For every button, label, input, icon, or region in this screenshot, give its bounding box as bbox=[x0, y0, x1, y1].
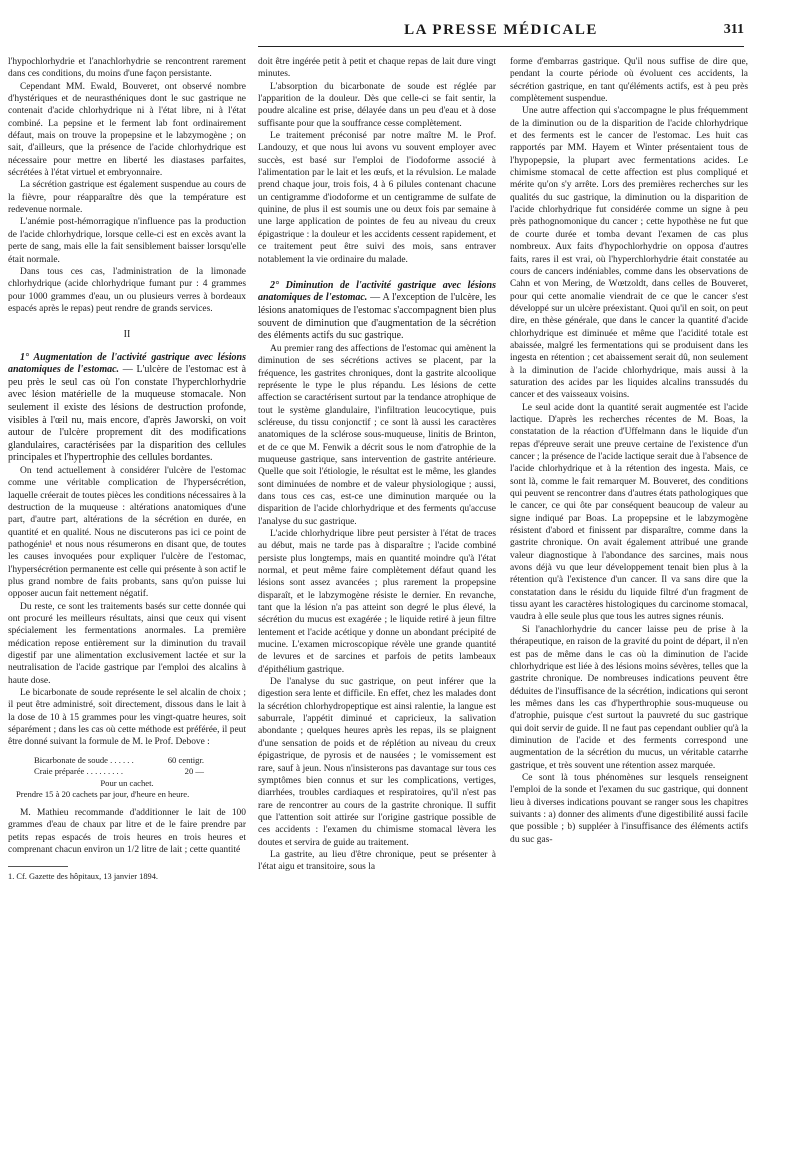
paragraph: Si l'anachlorhydrie du cancer laisse peu de prise à la thérapeutique, en raison de la gravité du point de départ, il n'en est pas de même dans le cas où la diminution de l'acide chlorhydrique est liée à des lésions moins sévères, telles que la gastrite chronique. De nombreuses indications peuvent être déduites de l'insuffisance de la sécrétion, indications qui seront les mêmes dans les cas d'hyperthrophie sous-muqueuse ou d'atrophie, puisque c'est surtout la pauvreté du suc gastrique qui doit servir de guide. Il ne faut pas cependant oublier qu'à la diminution de l'acide et des ferments correspond une augmentation de la sécrétion du mucus, un véritable catarrhe gastrique, et très souvent une rétention assez marquée. bbox=[510, 624, 748, 771]
header-rule bbox=[258, 46, 744, 47]
formula-ingredient: Bicarbonate de soude . . . . . . bbox=[34, 754, 134, 765]
formula-row bbox=[8, 766, 246, 778]
paragraph: Dans tous ces cas, l'administration de la limonade chlorhydrique (acide chlorhydrique fumant pur : 4 grammes pour 1000 grammes d'eau, un ou plusieurs verres à bordeaux espacés après le repas) peut rendre de grands services. bbox=[8, 266, 246, 314]
paragraph: doit être ingérée petit à petit et chaque repas de lait dure vingt minutes. bbox=[258, 57, 496, 80]
page-number: 311 bbox=[723, 22, 744, 37]
text-column-left bbox=[8, 56, 246, 882]
paragraph: forme d'embarras gastrique. Qu'il nous suffise de dire que, pendant la courte période où évoluent ces accidents, la sécrétion gastrique, en tant qu'éléments actifs, est à peu près complètement suspendue. bbox=[510, 57, 748, 105]
paragraph: Le seul acide dont la quantité serait augmentée est l'acide lactique. D'après les recherches récentes de M. Boas, la constatation de la réaction d'Uffelmann dans le liquide d'un repas d'épreuve serait une preuve certaine de l'existence d'un cancer ; la présence de l'acide lactique serait due à l'absence de l'acide chlorhydrique et à la rétention des ingesta. Mais, ce sont là, comme le fait remarquer M. Bouveret, des conditions qui peuvent se rencontrer dans d'autres états pathologiques que le cancer, ce qui ôte par conséquent beaucoup de valeur au signe indiqué par Boas. La propepsine et le labzymogène résistent d'abord et finissent par disparaître, comme dans la gastrite chronique. On avait également attribué une grande valeur diagnostique à l'abondance des sarcines, mais nous avons déjà vu que leur développement tenait bien plus à la rétention qu'à l'existence d'un cancer. Il va sans dire que la constatation dans le résidu du liquide filtré d'un fragment de tissu ayant les caractères histologiques du carcinome stomacal, vaudra à elle seule plus que tous les autres signes réunis. bbox=[510, 402, 748, 623]
formula-quantity: 20 — bbox=[184, 766, 204, 777]
paragraph: M. Mathieu recommande d'additionner le lait de 100 grammes d'eau de chaux par litre et de le faire prendre par petits repas espacés de trois heures en trois heures et comprenant chacun environ un 1/2 litre de lait ; cette quantité bbox=[8, 807, 246, 855]
section-heading-label: 2° Diminution de l'activité gastrique avec lésions anatomiques de l'estomac. bbox=[258, 279, 496, 304]
formula-row bbox=[8, 755, 246, 767]
section-number: II bbox=[123, 329, 131, 341]
prescription-formula bbox=[8, 755, 246, 801]
paragraph: Cependant MM. Ewald, Bouveret, ont observé nombre d'hystériques et de neurasthéniques dont le suc gastrique ne contenait d'acide chlorhydrique ni à l'état libre, ni à l'état combiné. La pepsine et le ferment lab font ordinairement défaut, mais on trouve la propepsine et le labzymogène ; on sait, d'ailleurs, que la présence de l'acide chlorhydrique est nécessaire pour mettre en liberté les diastases parfaites, sécrétées à l'état virtuel et embryonnaire. bbox=[8, 81, 246, 179]
paragraph: L'absorption du bicarbonate de soude est réglée par l'apparition de la douleur. Dès que celle-ci se fait sentir, la poudre alcaline est prise, délayée dans un peu d'eau et à dose suffisante pour que la souffrance cesse complètement. bbox=[258, 81, 496, 129]
paragraph: De l'analyse du suc gastrique, on peut inférer que la digestion sera lente et difficile. En effet, chez les malades dont la sécrétion chlorhydropeptique est ainsi ralentie, la langue est saburrale, l'appétit diminué et capricieux, la salivation abondante ; quelques heures après les repas, ils se plaignent d'une sensation de poids et de réplétion au niveau du creux épigastrique, de pyrosis et de nausées ; le vomissement est rare, sauf à jeun. Nous n'insisterons pas davantage sur tous ces symptômes bien connus et sur les complications, vertiges, diarrhées, troubles cardiaques et respiratoires, qu'il n'est pas rare de rencontrer au cours de la gastrite chronique. Il suffit que l'attention soit attirée sur l'origine gastrique possible de ces accidents : l'examen du chimisme stomacal lèvera les doutes et servira de guide au traitement. bbox=[258, 677, 496, 848]
paragraph: Du reste, ce sont les traitements basés sur cette donnée qui ont procuré les meilleurs résultats, ainsi que ceux qui visent spécialement les fermentations anormales. La première médication repose entièrement sur la diminution du travail digestif par une alimentation exclusivement lactée et sur la neutralisation de l'acide gastrique par l'emploi des alcalins à haute dose. bbox=[8, 601, 246, 686]
paragraph: Au premier rang des affections de l'estomac qui amènent la diminution de ses sécrétions actives se placent, par la fréquence, les gastrites chroniques, dont la gastrite alcoolique représente le type le plus répandu. Les lésions de cette affection se caractérisent surtout par la tendance atrophique de tout le système glandulaire, l'infiltration leucocytique, puis scléreuse, du tissu conjonctif ; ce sont là aussi les caractères anatomiques de la sclérose sous-muqueuse, linitis de Brinton, et de ce que M. Fenwik a décrit sous le nom d'atrophie de la muqueuse gastrique, sans intervention de gastrite antérieure. Quelle que soit l'étiologie, le résultat est le même, les glandes sont diminuées de nombre et de valeur physiologique ; aussi, dans tous ces cas, est-ce une diminution marquée ou la disparition de l'acide chlorhydrique et des ferments qu'accuse l'analyse du suc gastrique. bbox=[258, 343, 496, 527]
footnote-rule bbox=[8, 866, 68, 867]
formula-ingredient: Craie préparée . . . . . . . . . bbox=[34, 766, 124, 777]
paragraph: Ce sont là tous phénomènes sur lesquels renseignent l'emploi de la sonde et l'examen du suc gastrique, qui donnent lieu à diverses indications pouvant se ranger sous les chapitres suivants : a) donner des aliments d'une digestibilité aussi facile que possible ; b) suppléer à l'insuffisance des éléments actifs du suc gas- bbox=[510, 772, 748, 845]
paragraph: L'acide chlorhydrique libre peut persister à l'état de traces au début, mais ne tarde pas à disparaître ; l'acide combiné persiste plus longtemps, mais en quantité moindre qu'à l'état normal, et peut même faire complètement défaut quand les lésions sont assez avancées ; plus rarement la propepsine disparaît, et le labzymogène résiste le dernier. En revanche, tant que la lésion n'a pas atteint son degré le plus élevé, la sécrétion du mucus est exagérée ; le liquide retiré à jeun filtre lentement et l'acide acétique y donne un abondant précipité de mucine. L'examen microscopique révèle une grande quantité de levures et de sarcines et parfois de petits lambeaux d'épithélium gastrique. bbox=[258, 528, 496, 675]
paragraph: L'anémie post-hémorragique n'influence pas la production de l'acide chlorhydrique, lorsque celle-ci est en excès avant la perte de sang, mais elle la fait sensiblement baisser lorsqu'elle était normale. bbox=[8, 217, 246, 265]
section-heading bbox=[8, 352, 246, 465]
section-heading-label: 1° Augmentation de l'activité gastrique avec lésions anatomiques de l'estomac. bbox=[8, 351, 246, 376]
section-heading bbox=[258, 280, 496, 343]
text-column-right bbox=[510, 56, 748, 846]
spacer bbox=[258, 266, 496, 280]
journal-title: LA PRESSE MÉDICALE bbox=[404, 22, 598, 38]
paragraph: Le traitement préconisé par notre maître M. le Prof. Landouzy, et que nous lui avons vu souvent employer avec succès, est basé sur l'emploi de l'iodoforme associé à l'alimentation par le lait et les œufs, et la révulsion. Le malade prend chaque jour, trois fois, 4 à 6 pilules contenant chacune un centigramme d'iodoforme et un centigramme de sulfate de quinine, de plus il est soumis une ou deux fois par semaine à une large application de pointes de feu au niveau du creux épigastrique : la douleur et les accidents cessent rapidement, et ce traitement peut être suivi des mois, sans entraver notablement la vie ordinaire du malade. bbox=[258, 131, 496, 265]
paragraph: La gastrite, au lieu d'être chronique, peut se présenter à l'état aigu et transitoire, sous la bbox=[258, 849, 496, 873]
paragraph: La sécrétion gastrique est également suspendue au cours de la fièvre, pour réapparaître dès que la température est redevenue normale. bbox=[8, 180, 246, 216]
formula-dosage: Prendre 15 à 20 cachets par jour, d'heure en heure. bbox=[16, 789, 190, 800]
page-header bbox=[258, 22, 744, 44]
formula-instruction: Pour un cachet. bbox=[100, 777, 154, 788]
paragraph: On tend actuellement à considérer l'ulcère de l'estomac comme une véritable complication de l'hypersécrétion, laquelle créerait de toutes pièces les conditions nécessaires à la destruction de la muqueuse : altérations anatomiques d'une part, d'autre part, altérations de la sécrétion en durée, en quantité et en qualité. Nous ne discuterons pas ici ce point de pathogénie¹ et nous nous résumerons en disant que, de toutes les causes invoquées pour expliquer l'ulcère de l'estomac, l'hypersécrétion permanente est celle qui présente à son actif le plus grand nombre de faits probants, sans qu'on puisse lui opposer aucun fait nettement négatif. bbox=[8, 465, 246, 600]
formula-quantity: 60 centigr. bbox=[167, 754, 204, 765]
section-heading-text: — L'ulcère de l'estomac est à peu près le seul cas où l'on constate l'hyperchlorhydrie avec lésion matérielle de la muqueuse stomacale. Non seulement il existe des lésions de destruction profonde, visibles à l'œil nu, mais encore, d'après Jaworski, on voit autour de l'ulcère proprement dit des modifications glandulaires, caractérisées par la disparition des cellules principales et l'hypertrophie des cellules bordantes. bbox=[8, 364, 247, 464]
paragraph: Une autre affection qui s'accompagne le plus fréquemment de la diminution ou de la disparition de l'acide chlorhydrique et des ferments est le cancer de l'estomac. Les huit cas rapportés par MM. Hayem et Winter présentaient tous de l'hypopepsie, la plupart avec fermentations acides. Le chimisme stomacal de cette affection est plus compliqué et mérite qu'on s'y arrête. Lors des premières recherches sur les qualités du suc gastrique, la diminution ou la disparition de l'acide chlorhydrique fut considérée comme un signe à peu près pathognomonique du cancer ; cette hypothèse ne fut que de courte durée et tomba devant l'examen de cas plus nombreux. Aux faits d'hypochlorhydrie on opposa d'autres faits, rares il est vrai, où l'hyperchlorhydrie était constatée au cours de cancers indéniables, comme dans les observations de Cahn et von Mering, de Wœtzoldt, dans celles de Bouveret, pour qui cette anomalie viendrait de ce que le cancer s'est développé sur un ulcère préexistant. Quoi qu'il en soit, on peut dire, en thèse générale, que dans le cancer la quantité d'acide chlorhydrique est diminuée et même que l'acidité totale est abaissée, malgré les fermentations qui se produisent dans les ingesta en rétention ; cet abaissement serait dû, non seulement à la diminution de l'acide chlorhydrique, mais aussi à la saturation des acides par les liquides alcalins transsudés du cancer et des vaisseaux voisins. bbox=[510, 106, 748, 401]
footnote: 1. Cf. Gazette des hôpitaux, 13 janvier 1894. bbox=[8, 872, 159, 882]
section-heading-text: — A l'exception de l'ulcère, les lésions anatomiques de l'estomac s'accompagnent bien plus souvent de diminution que d'augmentation de la sécrétion des éléments actifs du suc gastrique. bbox=[258, 292, 497, 342]
text-column-middle bbox=[258, 56, 496, 874]
paragraph: Le bicarbonate de soude représente le sel alcalin de choix ; il peut être administré, soit directement, dissous dans le lait à la dose de 10 à 15 grammes pour les vingt-quatre heures, soit séparément ; dans les cas où cette méthode est préférée, il peut être donné suivant la formule de M. le Prof. Debove : bbox=[8, 688, 246, 748]
paragraph: l'hypochlorhydrie et l'anachlorhydrie se rencontrent rarement dans ces conditions, du moins d'une façon persistante. bbox=[8, 57, 246, 80]
